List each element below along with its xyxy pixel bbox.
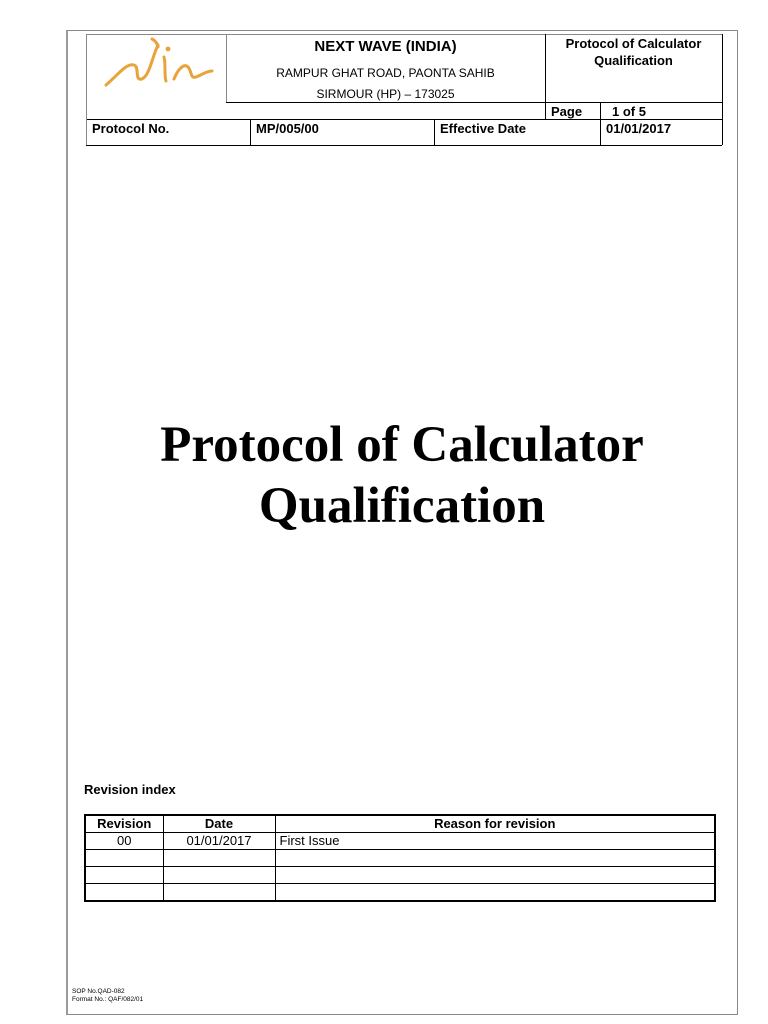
page-number: 1 of 5 [612, 104, 646, 119]
date-cell: 01/01/2017 [163, 833, 275, 850]
address-line2: SIRMOUR (HP) – 173025 [316, 87, 455, 101]
date-cell [163, 884, 275, 902]
footer-format-no: Format No.: QAF/082/01 [72, 996, 144, 1003]
company-name: NEXT WAVE (INDIA) [314, 38, 457, 55]
header-doc-title-line2: Qualification [594, 53, 673, 68]
reason-cell [275, 884, 715, 902]
revision-cell [85, 850, 163, 867]
date-cell [163, 850, 275, 867]
table-row [85, 850, 715, 867]
table-row [85, 867, 715, 884]
revision-cell: 00 [85, 833, 163, 850]
revision-col-header: Revision [85, 815, 163, 833]
page-label: Page [551, 104, 583, 119]
footer-sop-no: SOP No.QAD-082 [72, 988, 125, 995]
revision-index-label: Revision index [84, 782, 176, 797]
reason-cell [275, 867, 715, 884]
header-doc-title-line1: Protocol of Calculator [565, 36, 702, 51]
table-row [85, 833, 715, 850]
revision-cell [85, 867, 163, 884]
date-cell [163, 867, 275, 884]
revision-table [84, 814, 716, 902]
effective-date-label: Effective Date [440, 121, 526, 136]
protocol-no-value: MP/005/00 [256, 121, 319, 136]
reason-col-header: Reason for revision [275, 815, 715, 833]
effective-date-value: 01/01/2017 [606, 121, 672, 136]
reason-cell [275, 850, 715, 867]
revision-cell [85, 884, 163, 902]
page-title [66, 415, 738, 537]
page-title-line1: Protocol of Calculator [160, 417, 644, 473]
address-line1: RAMPUR GHAT ROAD, PAONTA SAHIB [276, 66, 495, 80]
protocol-no-label: Protocol No. [92, 121, 170, 136]
revision-table-header [85, 815, 715, 833]
page-title-line2: Qualification [258, 478, 546, 534]
table-row [85, 884, 715, 902]
reason-cell: First Issue [275, 833, 715, 850]
nwi-wave-logo-icon [100, 35, 218, 91]
date-col-header: Date [163, 815, 275, 833]
